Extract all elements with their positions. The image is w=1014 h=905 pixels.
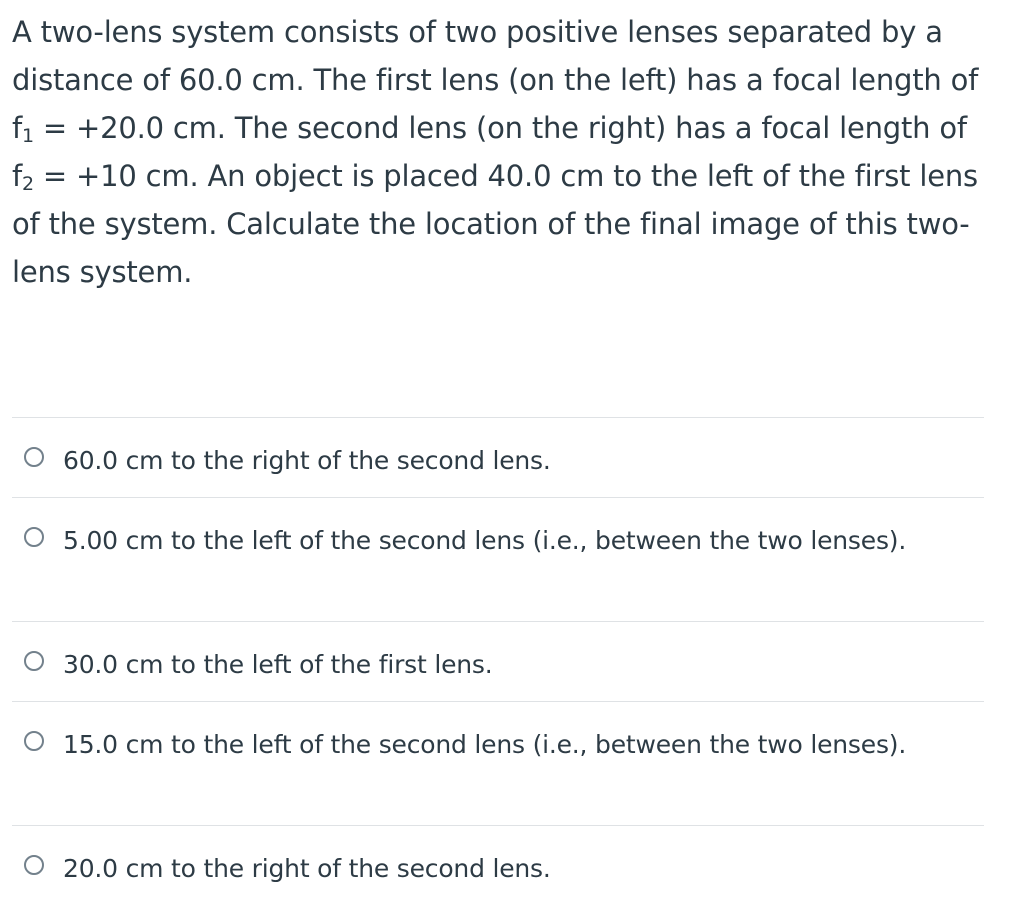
question-text bbox=[12, 8, 997, 296]
radio-button-1[interactable] bbox=[24, 447, 44, 467]
answer-option-1[interactable] bbox=[12, 417, 984, 497]
answer-label-5: 20.0 cm to the right of the second lens. bbox=[63, 854, 551, 883]
answer-label-2: 5.00 cm to the left of the second lens (i.e., between the two lenses). bbox=[63, 526, 907, 555]
answer-label-3: 30.0 cm to the left of the first lens. bbox=[63, 650, 493, 679]
radio-button-2[interactable] bbox=[24, 527, 44, 547]
answer-option-5[interactable] bbox=[12, 825, 984, 905]
answer-label-1: 60.0 cm to the right of the second lens. bbox=[63, 446, 551, 475]
question-part-3: = +10 cm. An object is placed 40.0 cm to the left of the first lens of the system. Calculate the location of the final image of this two-lens system. bbox=[12, 159, 978, 289]
answer-option-4[interactable] bbox=[12, 701, 984, 825]
question-part-2: = +20.0 cm. The second lens (on the right) has a focal length of f bbox=[12, 111, 967, 193]
question-part-1: A two-lens system consists of two positive lenses separated by a distance of 60.0 cm. The first lens (on the left) has a focal length of f bbox=[12, 15, 979, 145]
radio-button-5[interactable] bbox=[24, 855, 44, 875]
radio-button-3[interactable] bbox=[24, 651, 44, 671]
answer-label-4: 15.0 cm to the left of the second lens (i.e., between the two lenses). bbox=[63, 730, 907, 759]
answer-option-2[interactable] bbox=[12, 497, 984, 621]
answer-list bbox=[12, 417, 984, 905]
subscript-1: 1 bbox=[22, 125, 34, 147]
answer-option-3[interactable] bbox=[12, 621, 984, 701]
radio-button-4[interactable] bbox=[24, 731, 44, 751]
subscript-2: 2 bbox=[22, 173, 34, 195]
